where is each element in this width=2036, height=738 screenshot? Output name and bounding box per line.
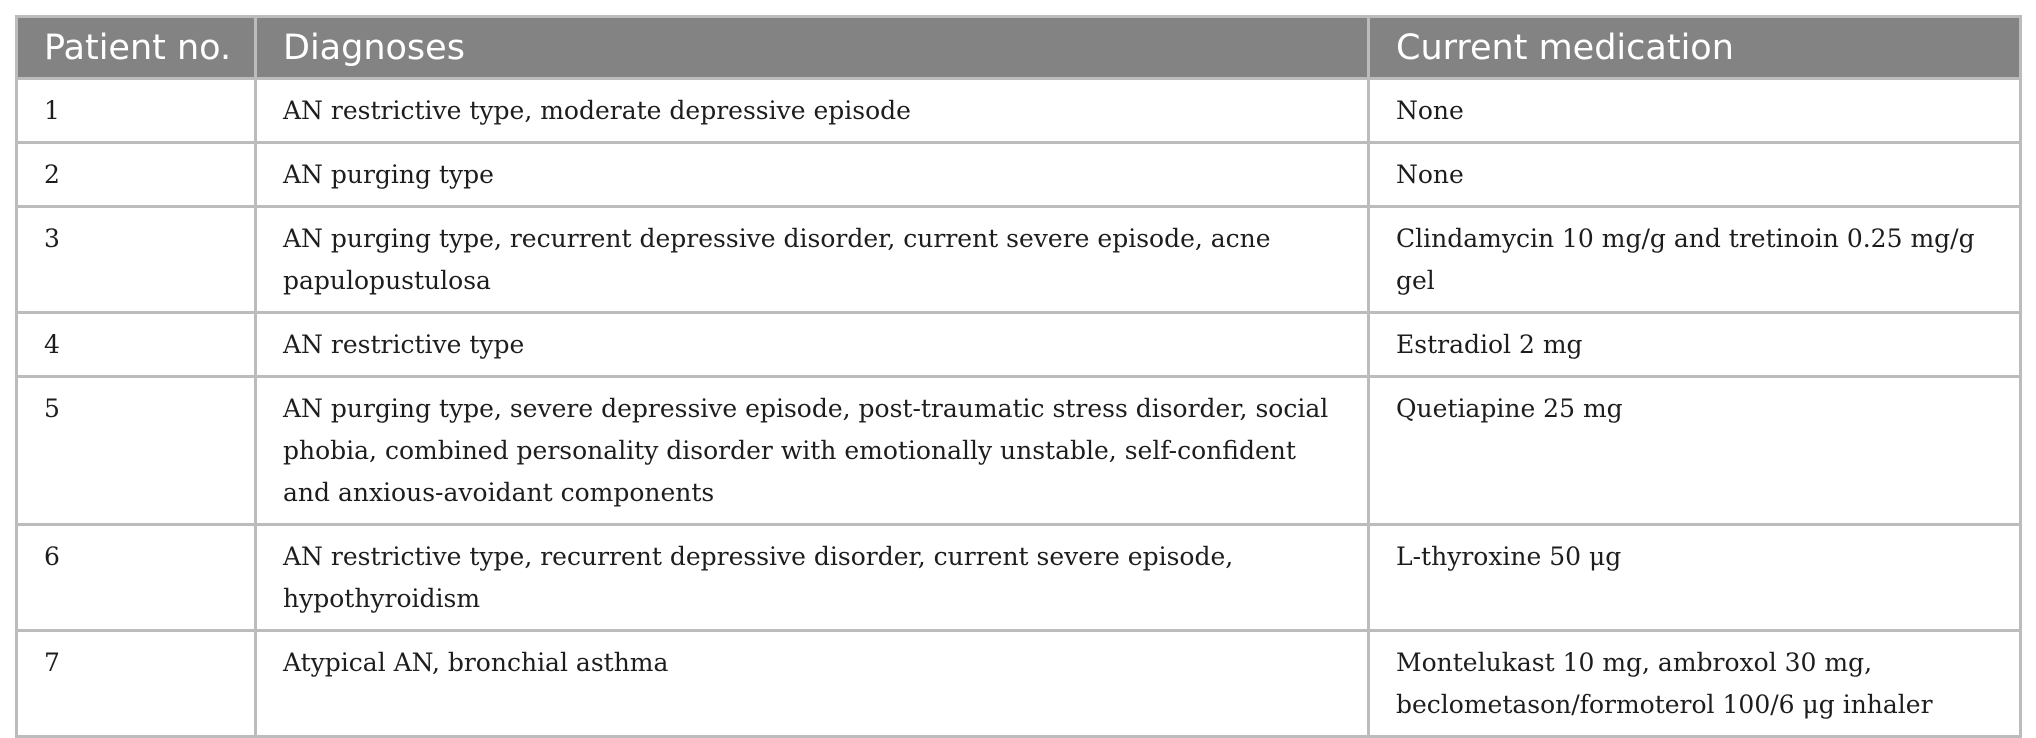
cell-medication: Quetiapine 25 mg — [1369, 377, 2021, 525]
cell-medication: None — [1369, 143, 2021, 207]
cell-diagnoses: AN purging type, severe depressive episode, post-traumatic stress disorder, social phobia, combined personality disorder with emotionally unstable, self-confident and anxious-avoidant components — [256, 377, 1369, 525]
cell-medication: None — [1369, 79, 2021, 143]
cell-patient-no: 3 — [17, 207, 256, 313]
cell-diagnoses: AN purging type, recurrent depressive disorder, current severe episode, acne papulopustulosa — [256, 207, 1369, 313]
cell-patient-no: 1 — [17, 79, 256, 143]
table-row — [17, 207, 2021, 313]
cell-diagnoses: AN restrictive type, moderate depressive episode — [256, 79, 1369, 143]
header-patient-no: Patient no. — [17, 17, 256, 79]
table-row — [17, 79, 2021, 143]
cell-diagnoses: AN restrictive type, recurrent depressive disorder, current severe episode, hypothyroidism — [256, 525, 1369, 631]
table-row — [17, 143, 2021, 207]
patient-table — [15, 15, 2022, 738]
cell-medication: Clindamycin 10 mg/g and tretinoin 0.25 mg/g gel — [1369, 207, 2021, 313]
table-row — [17, 631, 2021, 737]
cell-patient-no: 6 — [17, 525, 256, 631]
header-row — [17, 17, 2021, 79]
cell-patient-no: 5 — [17, 377, 256, 525]
cell-patient-no: 4 — [17, 313, 256, 377]
cell-medication: L-thyroxine 50 μg — [1369, 525, 2021, 631]
cell-diagnoses: AN purging type — [256, 143, 1369, 207]
cell-patient-no: 2 — [17, 143, 256, 207]
cell-medication: Montelukast 10 mg, ambroxol 30 mg, beclometason/formoterol 100/6 μg inhaler — [1369, 631, 2021, 737]
cell-diagnoses: AN restrictive type — [256, 313, 1369, 377]
table-header — [17, 17, 2021, 79]
table-body — [17, 79, 2021, 737]
header-diagnoses: Diagnoses — [256, 17, 1369, 79]
cell-diagnoses: Atypical AN, bronchial asthma — [256, 631, 1369, 737]
patient-table-container — [15, 15, 2019, 738]
cell-patient-no: 7 — [17, 631, 256, 737]
cell-medication: Estradiol 2 mg — [1369, 313, 2021, 377]
table-row — [17, 377, 2021, 525]
table-row — [17, 525, 2021, 631]
header-current-medication: Current medication — [1369, 17, 2021, 79]
table-row — [17, 313, 2021, 377]
